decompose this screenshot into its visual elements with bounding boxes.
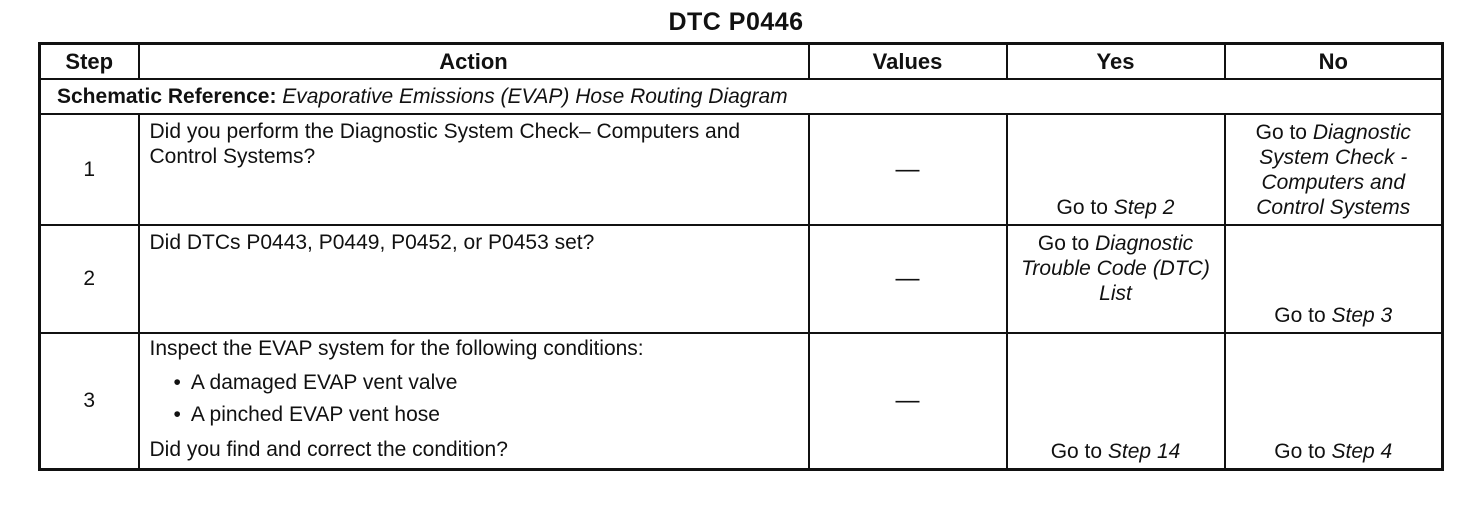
schematic-reference-row xyxy=(40,79,1443,114)
action-intro: Inspect the EVAP system for the following conditions: xyxy=(149,337,644,360)
no-cell xyxy=(1225,333,1443,470)
action-question: Did you find and correct the condition? xyxy=(149,438,508,461)
list-item: • A pinched EVAP vent hose xyxy=(174,399,798,431)
no-target: Step 4 xyxy=(1331,440,1393,463)
condition-list xyxy=(174,367,798,431)
yes-prefix: Go to xyxy=(1037,232,1090,255)
header-action: Action xyxy=(139,44,809,80)
action-text: Did DTCs P0443, P0449, P0452, or P0453 set? xyxy=(139,225,809,333)
schematic-reference-label: Schematic Reference: xyxy=(57,84,277,108)
yes-target: Trouble xyxy=(1021,257,1091,280)
action-text: Did you perform the Diagnostic System Check– Computers and Control Systems? xyxy=(139,114,809,225)
header-no: No xyxy=(1225,44,1443,80)
yes-cell xyxy=(1007,333,1225,470)
yes-target: Step 14 xyxy=(1107,440,1181,463)
page-title: DTC P0446 xyxy=(668,8,804,36)
no-prefix: Go to xyxy=(1255,121,1307,144)
header-values: Values xyxy=(809,44,1007,80)
yes-cell xyxy=(1007,225,1225,333)
action-cell xyxy=(139,333,809,470)
header-yes: Yes xyxy=(1007,44,1225,80)
yes-target: Diagnostic xyxy=(1095,232,1194,255)
header-step: Step xyxy=(40,44,139,80)
diagnostic-table xyxy=(38,42,1444,471)
no-target: Diagnostic xyxy=(1312,121,1411,144)
no-prefix: Go to xyxy=(1274,440,1326,463)
list-item: • A damaged EVAP vent valve xyxy=(174,367,798,399)
step-number: 2 xyxy=(40,225,139,333)
table-row xyxy=(40,114,1443,225)
yes-target: Step 2 xyxy=(1113,196,1175,219)
yes-prefix: Go to xyxy=(1056,196,1108,219)
no-cell xyxy=(1225,225,1443,333)
values-cell: — xyxy=(809,333,1007,470)
no-prefix: Go to xyxy=(1274,304,1326,327)
no-target: Control Systems xyxy=(1256,196,1411,219)
values-cell: — xyxy=(809,114,1007,225)
yes-prefix: Go to xyxy=(1050,440,1103,463)
no-cell xyxy=(1225,114,1443,225)
table-row xyxy=(40,333,1443,470)
yes-target: Code (DTC) List xyxy=(1096,257,1210,305)
no-target: Step 3 xyxy=(1331,304,1393,327)
values-cell: — xyxy=(809,225,1007,333)
no-target: Computers and xyxy=(1261,171,1406,194)
schematic-reference-link: Evaporative Emissions (EVAP) Hose Routing Diagram xyxy=(282,84,788,108)
step-number: 1 xyxy=(40,114,139,225)
step-number: 3 xyxy=(40,333,139,470)
header-row xyxy=(40,44,1443,80)
no-target: System Check - xyxy=(1259,146,1408,169)
yes-cell xyxy=(1007,114,1225,225)
schematic-reference xyxy=(40,79,1443,114)
table-row xyxy=(40,225,1443,333)
